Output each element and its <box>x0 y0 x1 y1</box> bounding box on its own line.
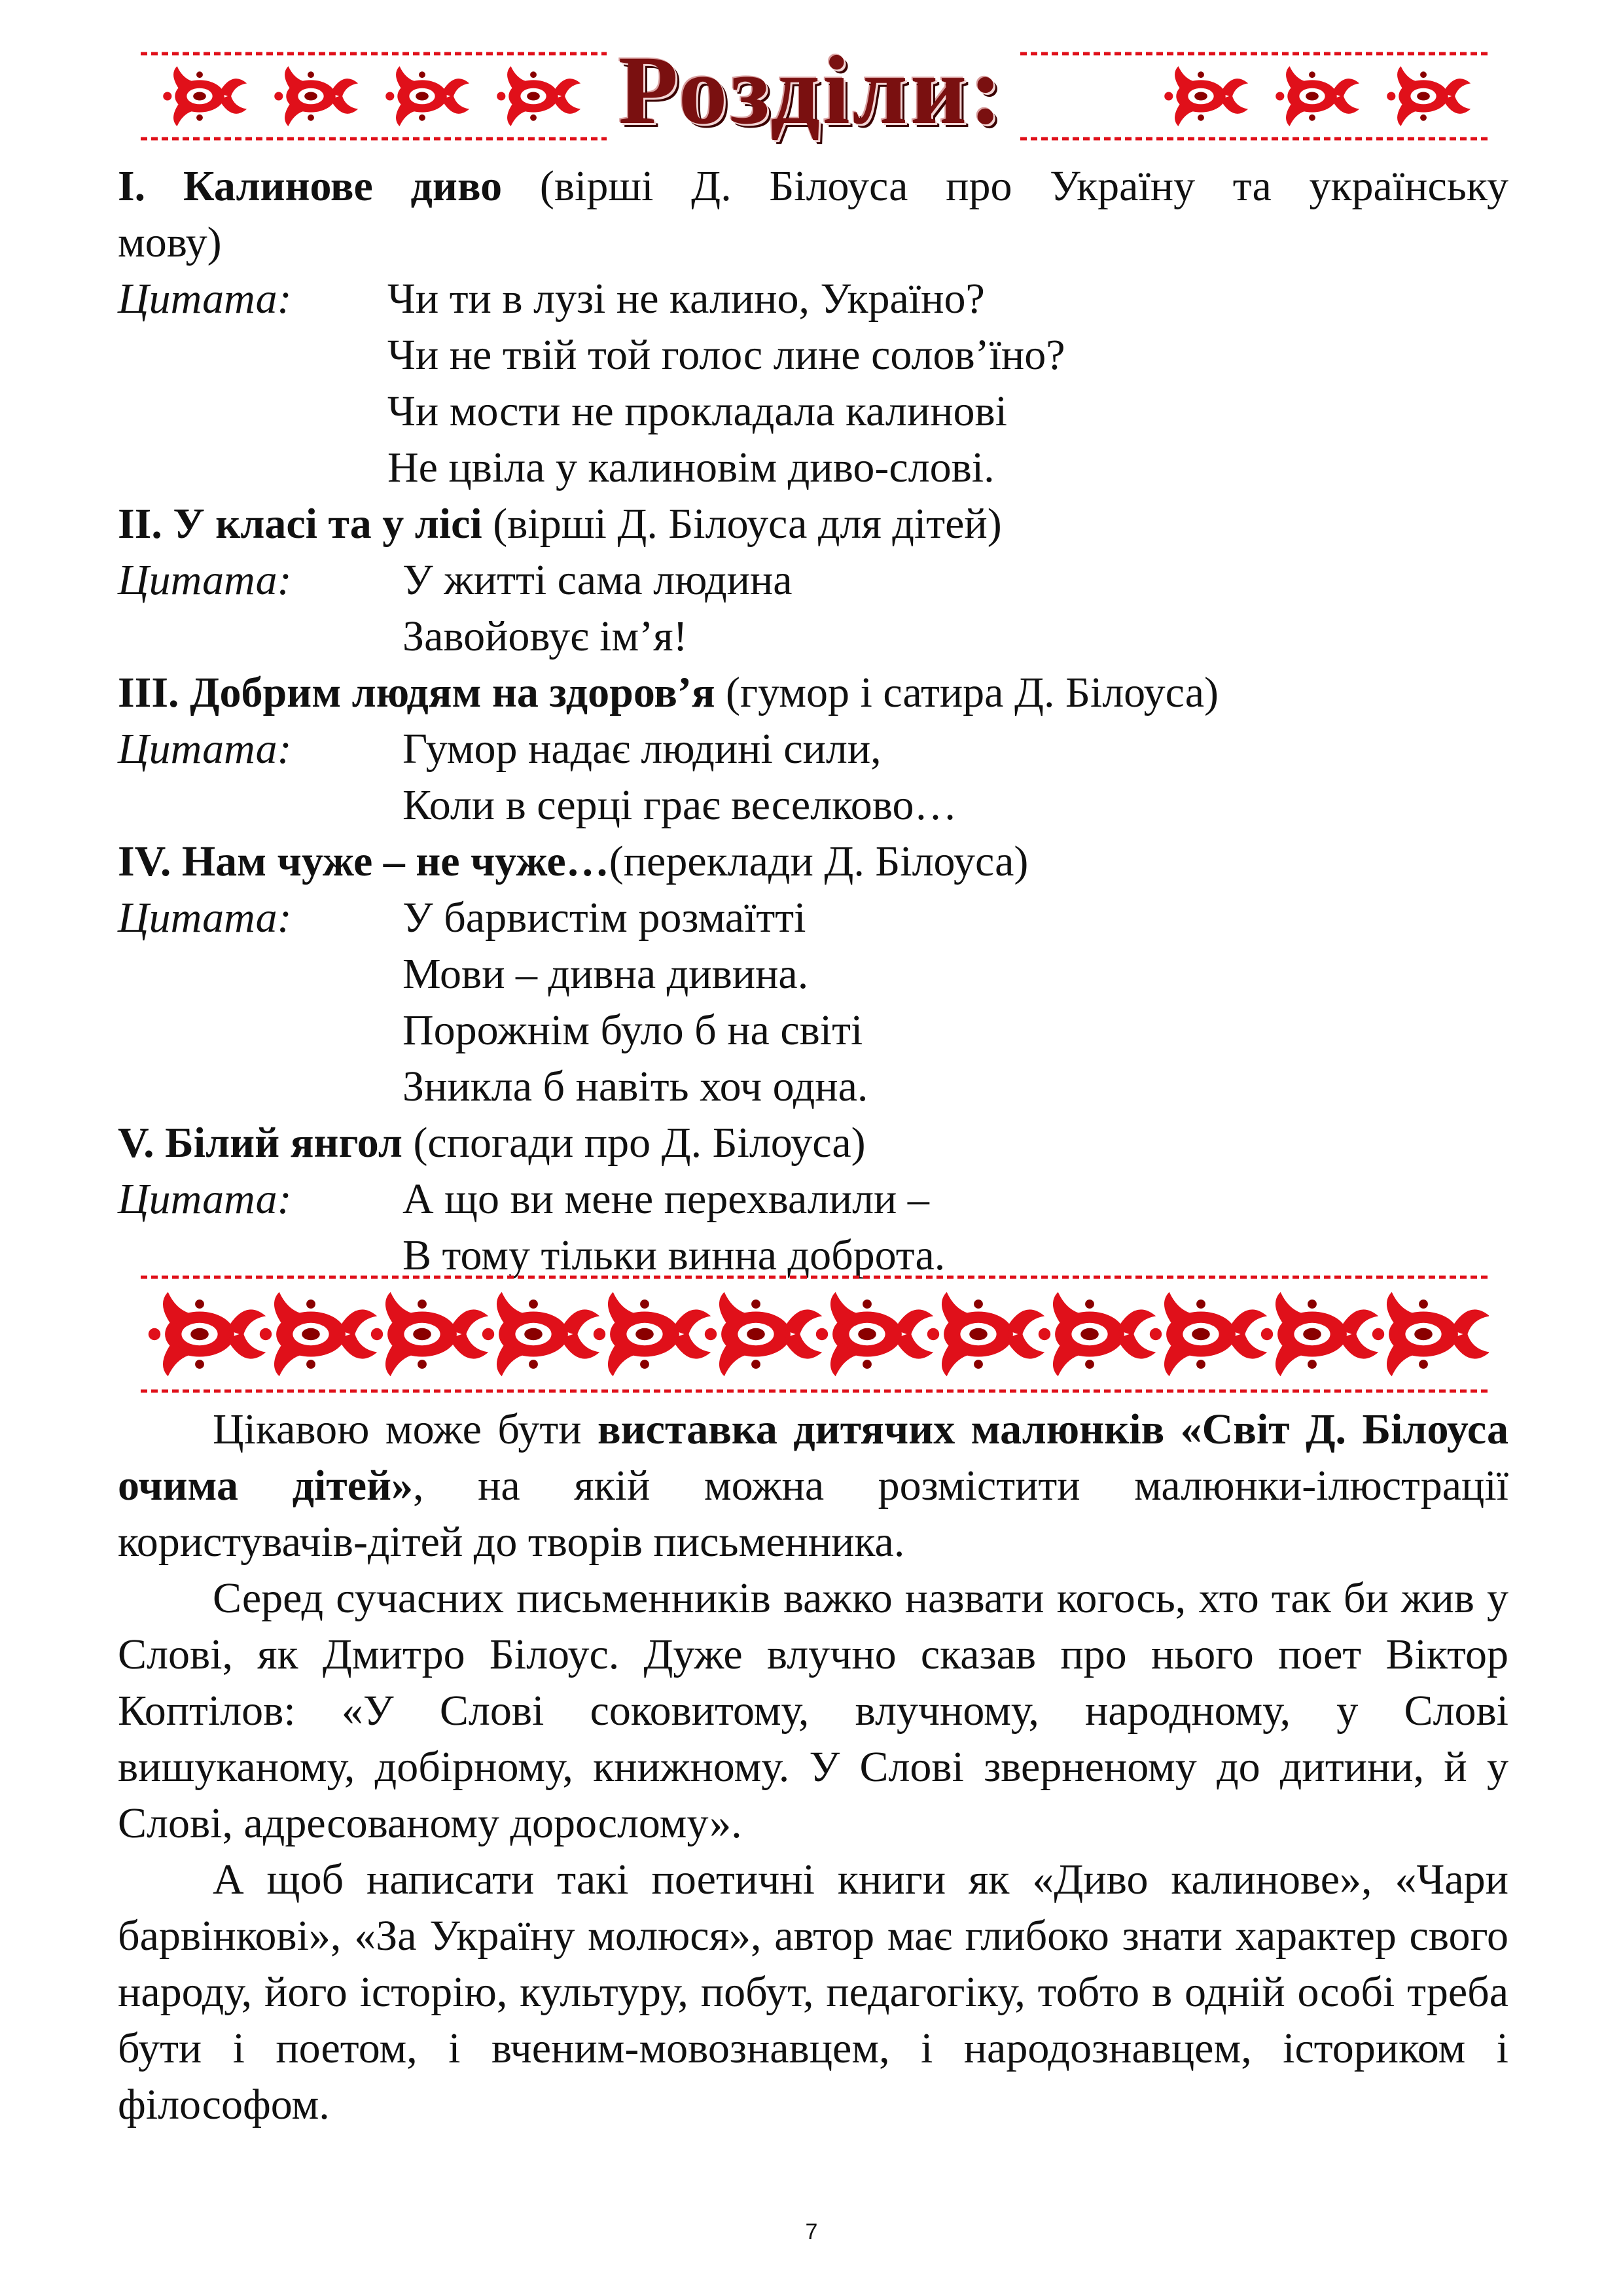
section-3-quote-line: Гумор надає людині сили, <box>402 725 882 773</box>
section-5-heading <box>118 1115 866 1171</box>
page-title: Розділи: <box>0 38 1623 143</box>
section-4-quote-label: Цитата: <box>118 894 292 942</box>
section-4-quote-line: Зникла б навіть хоч одна. <box>402 1063 868 1110</box>
section-2-number: II. <box>118 500 162 548</box>
section-5-quote-label: Цитата: <box>118 1175 292 1223</box>
section-2-subtitle: (вірші Д. Білоуса для дітей) <box>482 500 1002 548</box>
page-number: 7 <box>805 2219 818 2244</box>
paragraph-books: А щоб написати такі поетичні книги як «Диво калинове», «Чари барвінкові», «За Україну молюся», автор має глибоко знати характер свого народу, його історію, культуру, побут, педагогіку, тобто в одній особі треба бути і поетом, і вченим-мовознавцем, і народознавцем, істориком і філософом. <box>118 1856 1508 2128</box>
section-1-subtitle: (вірші Д. Білоуса про Україну та українську <box>502 162 1508 210</box>
section-3-quote-label: Цитата: <box>118 725 292 773</box>
exhibition-title: виставка дитячих малюнків «Світ Д. Білоуса очима дітей» <box>118 1405 1508 1510</box>
section-2-title: У класі та у лісі <box>173 500 482 548</box>
section-4-quote-line: Мови – дивна дивина. <box>402 950 809 998</box>
section-5-number: V. <box>118 1119 154 1167</box>
section-1-number: I. <box>118 162 146 210</box>
section-5-quote-line: А що ви мене перехвалили – <box>402 1175 929 1223</box>
section-3-title: Добрим людям на здоров’я <box>190 669 715 716</box>
section-4-quote-line: У барвистім розмаїтті <box>402 894 806 942</box>
section-3-number: III. <box>118 669 179 716</box>
section-1-quote-line: Чи ти в лузі не калино, Україно? <box>387 275 985 323</box>
section-3-heading <box>118 665 1219 721</box>
middle-ornament-band <box>141 1275 1489 1394</box>
section-4-title: Нам чуже – не чуже… <box>181 838 609 885</box>
section-4-quote-line: Порожнім було б на світі <box>402 1006 863 1054</box>
paragraph-exhibition: Цікавою може бути виставка дитячих малюнків «Світ Д. Білоуса очима дітей», на якій можна розмістити малюнки-ілюстрації користувачів-дітей до творів письменника. <box>118 1405 1508 1566</box>
section-1-quote-line: Чи не твій той голос лине солов’їно? <box>387 331 1065 379</box>
section-5-subtitle: (спогади про Д. Білоуса) <box>402 1119 866 1167</box>
section-2-quote-line: У житті сама людина <box>402 556 793 604</box>
section-1-quote-label: Цитата: <box>118 275 292 323</box>
section-2-heading <box>118 496 1002 552</box>
section-1-subtitle-cont: мову) <box>118 219 222 266</box>
section-1-quote-line: Не цвіла у калиновім диво-слові. <box>387 444 995 491</box>
section-3-subtitle: (гумор і сатира Д. Білоуса) <box>715 669 1219 716</box>
section-4-number: IV. <box>118 838 171 885</box>
section-2-quote-label: Цитата: <box>118 556 292 604</box>
section-4-heading <box>118 834 1028 890</box>
section-5-quote-line: В тому тільки винна доброта. <box>402 1231 946 1279</box>
floral-ornament-icon <box>141 1275 1489 1394</box>
body-text <box>118 1402 1508 2133</box>
paragraph-koptilov: Серед сучасних письменників важко назвати когось, хто так би жив у Слові, як Дмитро Білоус. Дуже влучно сказав про нього поет Віктор Коптілов: «У Слові соковитому, влучному, народному, у Слові вишуканому, добірному, книжному. У Слові зверненому до дитини, й у Слові, адресованому дорослому». <box>118 1574 1508 1847</box>
section-1-heading <box>118 158 1508 215</box>
section-3-quote-line: Коли в серці грає веселково… <box>402 781 957 829</box>
section-4-subtitle: (переклади Д. Білоуса) <box>609 838 1029 885</box>
section-2-quote-line: Завойовує ім’я! <box>402 612 688 660</box>
section-1-quote-line: Чи мости не прокладала калинові <box>387 387 1008 435</box>
section-1-title: Калинове диво <box>183 162 503 210</box>
section-5-title: Білий янгол <box>165 1119 402 1167</box>
